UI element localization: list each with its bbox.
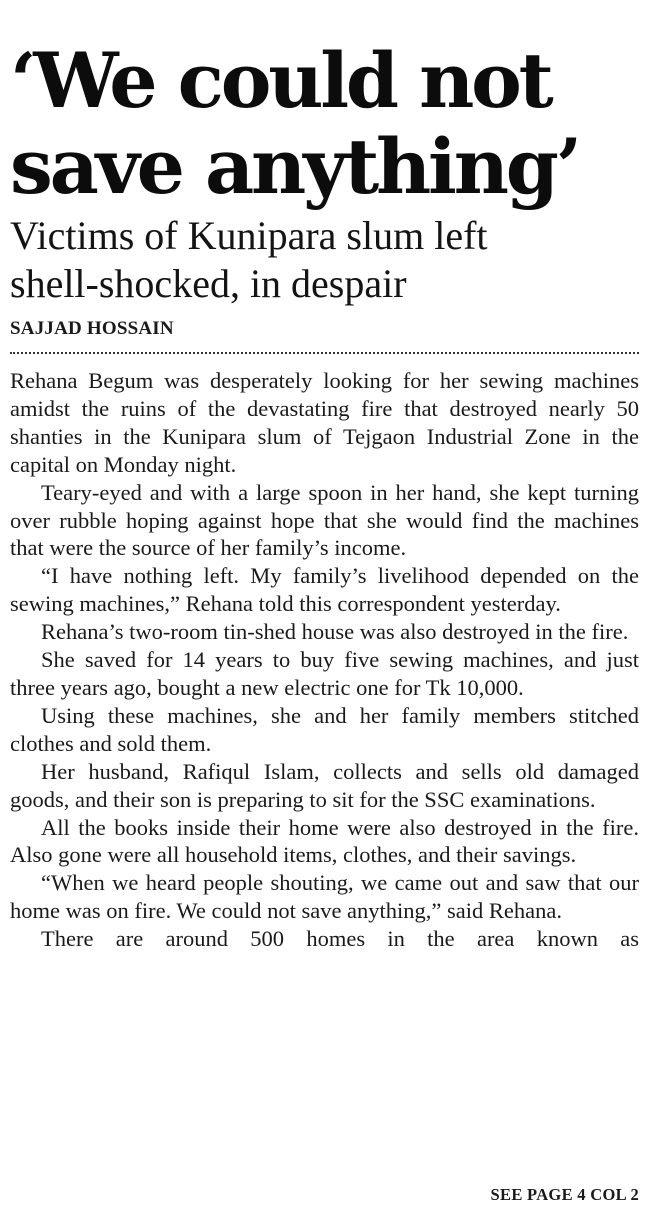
article-body	[10, 367, 639, 953]
subheadline-line-1: Victims of Kunipara slum left	[10, 213, 488, 258]
paragraph-1: Rehana Begum was desperately looking for her sewing machines amidst the ruins of the devastating fire that destroyed nearly 50 shanties in the Kunipara slum of Tejgaon Industrial Zone in the capital on Monday night.	[10, 368, 639, 477]
headline	[10, 0, 639, 210]
subheadline	[10, 212, 639, 308]
paragraph-10: There are around 500 homes in the area known as	[41, 926, 639, 952]
paragraph-6: Using these machines, she and her family members stitched clothes and sold them.	[10, 702, 639, 756]
paragraph-4: Rehana’s two-room tin-shed house was also destroyed in the fire.	[41, 619, 629, 645]
headline-line-2: save anything’	[10, 122, 579, 211]
paragraph-7: Her husband, Rafiqul Islam, collects and sells old damaged goods, and their son is preparing to sit for the SSC examinations.	[10, 758, 639, 812]
paragraph-5: She saved for 14 years to buy five sewing machines, and just three years ago, bought a new electric one for Tk 10,000.	[10, 647, 639, 700]
subheadline-line-2: shell-shocked, in despair	[10, 261, 407, 306]
paragraph-8: All the books inside their home were also destroyed in the fire. Also gone were all household items, clothes, and their savings.	[10, 814, 639, 868]
paragraph-2: Teary-eyed and with a large spoon in her hand, she kept turning over rubble hoping against hope that she would find the machines that were the source of her family’s income.	[10, 479, 639, 561]
headline-line-1: ‘We could not	[10, 36, 551, 125]
byline: SAJJAD HOSSAIN	[10, 318, 174, 339]
article	[10, 0, 639, 953]
paragraph-3: “I have nothing left. My family’s livelihood depended on the sewing machines,” Rehana told this correspondent yesterday.	[10, 563, 639, 617]
dotted-divider	[10, 352, 639, 354]
continued-on-page-reference: SEE PAGE 4 COL 2	[490, 1185, 639, 1204]
paragraph-9: “When we heard people shouting, we came out and saw that our home was on fire. We could not save anything,” said Rehana.	[10, 870, 639, 924]
